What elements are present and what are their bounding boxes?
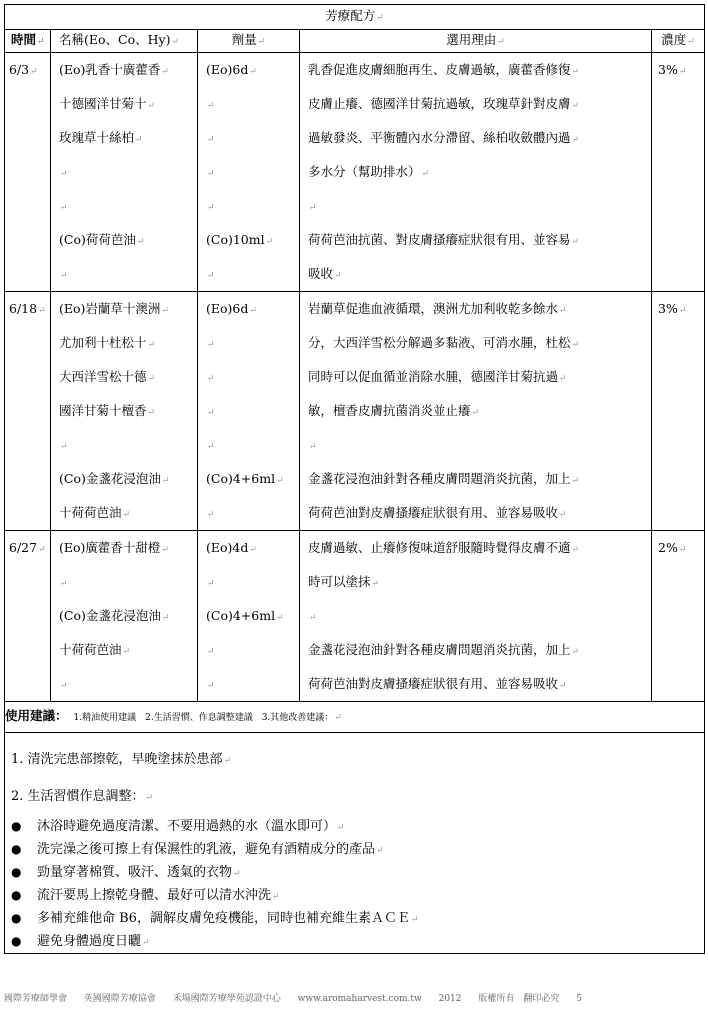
footer-org: 國際芳療師學會 (4, 994, 68, 1004)
formula-rows (5, 53, 705, 702)
row-name: (Eo)岩蘭草十澳洲↵ 尤加利十杜松十↵ 大西洋雪松十德↵ 國洋甘菊十檀香↵ ↵ (Co)金盞花浸泡油↵ 十荷荷芭油↵ (51, 292, 198, 531)
suggestions-body (5, 733, 705, 954)
row-dose: (Eo)6d↵ ↵ ↵ ↵ ↵ (Co)4+6ml↵ ↵ (198, 292, 300, 531)
table-caption: 芳療配方↵ (5, 5, 705, 30)
row-date: 6/3↵ (5, 53, 51, 292)
suggestion-bullets (11, 815, 704, 953)
page-footer (4, 990, 704, 1008)
row-concentration: 3%↵ (652, 53, 705, 292)
row-reason: 乳香促進皮膚細胞再生、皮膚過敏，廣藿香修復↵ 皮膚止癢、德國洋甘菊抗過敏，玫瑰草針對皮膚↵ 過敏發炎、平衡體內水分滯留、絲柏收斂體內過↵ 多水分（幫助排水）↵ ↵ 荷荷芭油抗菌、對皮膚搔癢症狀很有用、並容易↵ 吸收↵ (300, 53, 652, 292)
suggestion-bullet-item: ● 流汗要馬上擦乾身體、最好可以清水沖洗↵ (11, 888, 280, 903)
suggestion-bullet-item: ● 多補充維他命 B6，調解皮膚免疫機能，同時也補充維生素ＡＣＥ↵ (11, 911, 419, 926)
row-dose: (Eo)4d↵ ↵ (Co)4+6ml↵ ↵ ↵ (198, 531, 300, 702)
footer-page: 5 (576, 994, 582, 1004)
row-concentration: 3%↵ (652, 292, 705, 531)
suggestions-header: 使用建議： 1.精油使用建議 2.生活習慣、作息調整建議 3.其他改善建議：↵ (5, 702, 705, 733)
footer-rights: 版權所有 翻印必究 (478, 994, 560, 1004)
suggestion-bullet-item: ● 避免身體過度日曬↵ (11, 934, 150, 949)
suggestion-bullet-item: ● 沐浴時避免過度清潔、不要用過熱的水（溫水即可）↵ (11, 819, 345, 834)
header-name: 名稱(Eo、Co、Hy)↵ (51, 30, 198, 53)
header-time: 時間↵ (5, 30, 51, 53)
header-reason: 選用理由↵ (300, 30, 652, 53)
row-date: 6/18↵ (5, 292, 51, 531)
footer-url: www.aromaharvest.com.tw (297, 994, 422, 1004)
table-row (5, 53, 705, 292)
suggestion-bullet-item: ● 勁量穿著棉質、吸汗、透氣的衣物↵ (11, 865, 241, 880)
row-concentration: 2%↵ (652, 531, 705, 702)
row-reason: 岩蘭草促進血液循環，澳洲尤加利收乾多餘水↵ 分，大西洋雪松分解過多黏液、可消水腫，杜松↵ 同時可以促血循並消除水腫，德國洋甘菊抗過↵ 敏，檀香皮膚抗菌消炎並止癢↵ ↵ 金盞花浸泡油針對各種皮膚問題消炎抗菌，加上↵ 荷荷芭油對皮膚搔癢症狀很有用、並容易吸收↵ (300, 292, 652, 531)
suggestion-bullet-item: ● 洗完澡之後可擦上有保濕性的乳液，避免有酒精成分的產品↵ (11, 842, 384, 857)
footer-year: 2012 (438, 994, 462, 1004)
document-page (4, 4, 704, 1020)
row-name: (Eo)乳香十廣藿香↵ 十德國洋甘菊十↵ 玫瑰草十絲柏↵ ↵ ↵ (Co)荷荷芭油↵ ↵ (51, 53, 198, 292)
aroma-formula-table (4, 4, 705, 954)
suggestion-line-2: 2. 生活習慣作息調整：↵ (11, 789, 154, 804)
row-date: 6/27↵ (5, 531, 51, 702)
table-row (5, 531, 705, 702)
footer-assoc: 英國國際芳療協會 (83, 994, 156, 1004)
table-header-row (5, 30, 705, 53)
table-row (5, 292, 705, 531)
row-dose: (Eo)6d↵ ↵ ↵ ↵ ↵ (Co)10ml↵ ↵ (198, 53, 300, 292)
suggestion-line-1: 1. 清洗完患部擦乾，早晚塗抹於患部↵ (11, 752, 232, 767)
header-conc: 濃度↵ (652, 30, 705, 53)
row-name: (Eo)廣藿香十甜橙↵ ↵ (Co)金盞花浸泡油↵ 十荷荷芭油↵ ↵ (51, 531, 198, 702)
footer-center: 禾場國際芳療學苑認證中心 (172, 994, 281, 1004)
row-reason: 皮膚過敏、止癢修復味道舒服隨時覺得皮膚不適↵ 時可以塗抹↵ ↵ 金盞花浸泡油針對各種皮膚問題消炎抗菌，加上↵ 荷荷芭油對皮膚搔癢症狀很有用、並容易吸收↵ (300, 531, 652, 702)
header-dose: 劑量↵ (198, 30, 300, 53)
